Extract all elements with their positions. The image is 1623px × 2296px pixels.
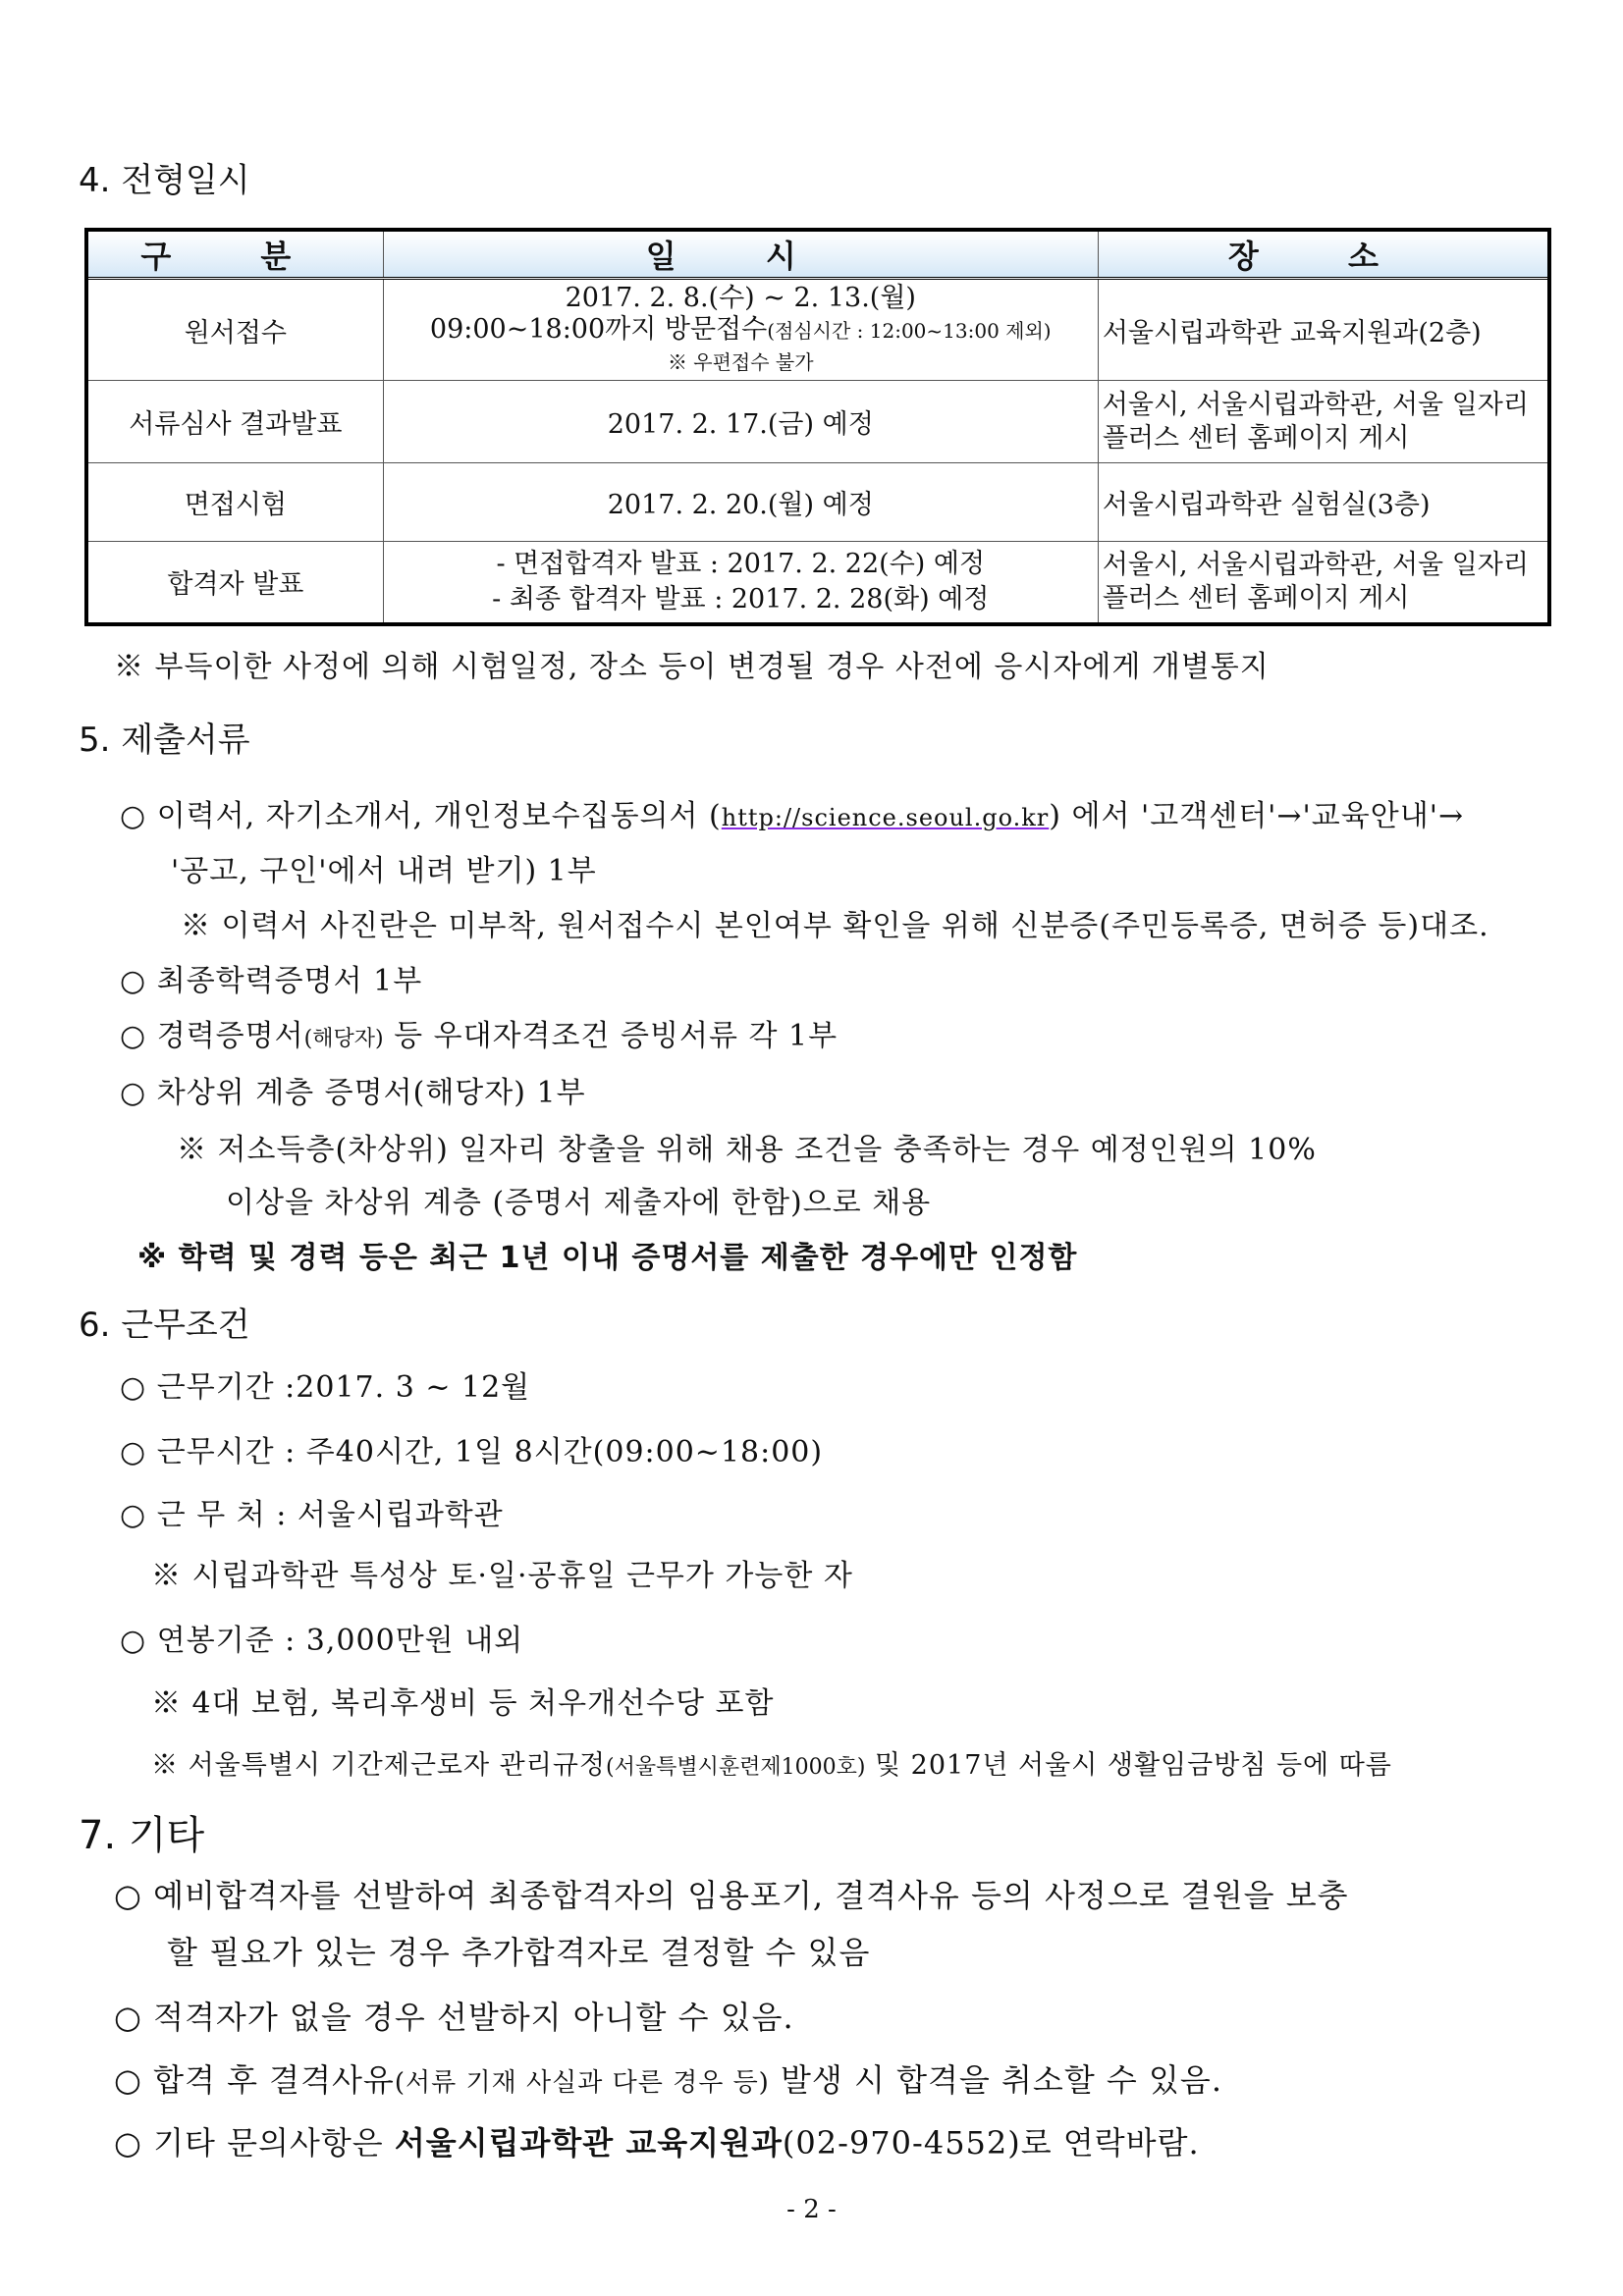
section-6-title: 6. 근무조건 <box>79 1306 250 1345</box>
location-line: 서울시립과학관 교육지원과(2층) <box>1102 317 1482 348</box>
row-location <box>1098 542 1549 624</box>
doc-item-text: ) 에서 '고객센터'→'교육안내'→ <box>1049 799 1465 833</box>
work-note-text: 및 2017년 서울시 생활임금방침 등에 따름 <box>865 1750 1392 1781</box>
etc-item-small: (서류 기재 사실과 다른 경우 등) <box>394 2068 770 2098</box>
doc-item-resume-cont: '공고, 구인'에서 내려 받기) 1부 <box>171 854 597 888</box>
science-site-link[interactable]: http://science.seoul.go.kr <box>721 804 1050 831</box>
location-line: 서울시립과학관 실험실(3층) <box>1102 490 1431 520</box>
work-period: ○ 근무기간 :2017. 3 ~ 12월 <box>120 1370 531 1405</box>
doc-item-career <box>120 1011 838 1054</box>
table-row <box>86 279 1549 381</box>
row-location <box>1098 463 1549 542</box>
row-category: 서류심사 결과발표 <box>86 381 383 463</box>
header-location: 장 소 <box>1098 230 1549 279</box>
doc-note-recent: ※ 학력 및 경력 등은 최근 1년 이내 증명서를 제출한 경우에만 인정함 <box>137 1241 1078 1275</box>
date-line: - 면접합격자 발표 : 2017. 2. 22(수) 예정 <box>496 548 986 579</box>
work-salary: ○ 연봉기준 : 3,000만원 내외 <box>120 1624 524 1658</box>
table-row <box>86 542 1549 624</box>
etc-item-cancel <box>114 2056 1222 2101</box>
work-note-weekend: ※ 시립과학관 특성상 토·일·공휴일 근무가 가능한 자 <box>151 1559 853 1593</box>
schedule-note: ※ 부득이한 사정에 의해 시험일정, 장소 등이 변경될 경우 사전에 응시자에게 개별통지 <box>114 650 1270 684</box>
row-category: 면접시험 <box>86 463 383 542</box>
row-location <box>1098 381 1549 463</box>
contact-department: 서울시립과학관 교육지원과 <box>394 2124 783 2162</box>
section-5-title: 5. 제출서류 <box>79 721 250 760</box>
etc-item-reserve-cont: 할 필요가 있는 경우 추가합격자로 결정할 수 있음 <box>167 1934 871 1971</box>
etc-item-reserve: ○ 예비합격자를 선발하여 최종합격자의 임용포기, 결격사유 등의 사정으로 결원을 보충 <box>114 1877 1349 1914</box>
header-category: 구 분 <box>86 230 383 279</box>
row-datetime <box>383 279 1098 381</box>
date-line: 2017. 2. 8.(수) ~ 2. 13.(월) <box>565 282 916 313</box>
table-row <box>86 463 1549 542</box>
doc-item-low-income: ○ 차상위 계층 증명서(해당자) 1부 <box>120 1076 586 1110</box>
date-line-main: 09:00~18:00까지 방문접수 <box>429 313 768 345</box>
doc-item-text: ○ 이력서, 자기소개서, 개인정보수집동의서 ( <box>120 799 722 833</box>
etc-item-text: 발생 시 합격을 취소할 수 있음. <box>769 2061 1222 2099</box>
date-line-small: (점심시간 : 12:00~13:00 제외) <box>767 318 1052 343</box>
etc-item-contact <box>114 2118 1200 2163</box>
table-row <box>86 381 1549 463</box>
doc-note-low-income: ※ 저소득층(차상위) 일자리 창출을 위해 채용 조건을 충족하는 경우 예정인원의 10% <box>177 1133 1317 1167</box>
work-hours: ○ 근무시간 : 주40시간, 1일 8시간(09:00~18:00) <box>120 1435 824 1469</box>
row-datetime <box>383 542 1098 624</box>
doc-note-photo: ※ 이력서 사진란은 미부착, 원서접수시 본인여부 확인을 위해 신분증(주민등록증, 면허증 등)대조. <box>181 909 1489 943</box>
location-line: 서울시, 서울시립과학관, 서울 일자리 <box>1102 389 1529 420</box>
row-datetime: 2017. 2. 17.(금) 예정 <box>383 381 1098 463</box>
location-line: 플러스 센터 홈페이지 게시 <box>1102 422 1410 454</box>
etc-item-no-select: ○ 적격자가 없을 경우 선발하지 아니할 수 있음. <box>114 1999 794 2036</box>
section-4-title: 4. 전형일시 <box>79 161 250 200</box>
date-line <box>388 314 1094 347</box>
date-line: - 최종 합격자 발표 : 2017. 2. 28(화) 예정 <box>492 583 990 614</box>
page-number: - 2 - <box>786 2195 837 2224</box>
contact-phone: (02-970-4552)로 연락바람. <box>782 2124 1200 2162</box>
section-7-title: 7. 기타 <box>79 1813 205 1858</box>
work-note-text: ※ 서울특별시 기간제근로자 관리규정 <box>151 1750 606 1781</box>
work-note-regulation <box>151 1743 1392 1782</box>
work-note-small: (서울특별시훈련제1000호) <box>605 1755 866 1780</box>
row-category: 원서접수 <box>86 279 383 381</box>
row-location <box>1098 279 1549 381</box>
row-category: 합격자 발표 <box>86 542 383 624</box>
doc-item-text: 등 우대자격조건 증빙서류 각 1부 <box>383 1019 839 1053</box>
date-line: ※ 우편접수 불가 <box>667 349 814 374</box>
row-datetime: 2017. 2. 20.(월) 예정 <box>383 463 1098 542</box>
header-datetime: 일 시 <box>383 230 1098 279</box>
schedule-table <box>84 228 1551 626</box>
doc-item-education: ○ 최종학력증명서 1부 <box>120 964 423 998</box>
doc-note-low-income-cont: 이상을 차상위 계층 (증명서 제출자에 한함)으로 채용 <box>226 1186 932 1220</box>
work-note-insurance: ※ 4대 보험, 복리후생비 등 처우개선수당 포함 <box>151 1686 775 1721</box>
doc-item-small: (해당자) <box>303 1027 384 1051</box>
location-line: 서울시, 서울시립과학관, 서울 일자리 <box>1102 549 1529 580</box>
etc-item-text: ○ 합격 후 결격사유 <box>114 2061 395 2099</box>
doc-item-resume <box>120 791 1464 834</box>
work-place: ○ 근 무 처 : 서울시립과학관 <box>120 1498 504 1532</box>
etc-item-text: ○ 기타 문의사항은 <box>114 2124 395 2162</box>
doc-item-text: ○ 경력증명서 <box>120 1019 304 1053</box>
table-header-row <box>86 230 1549 279</box>
location-line: 플러스 센터 홈페이지 게시 <box>1102 582 1410 614</box>
